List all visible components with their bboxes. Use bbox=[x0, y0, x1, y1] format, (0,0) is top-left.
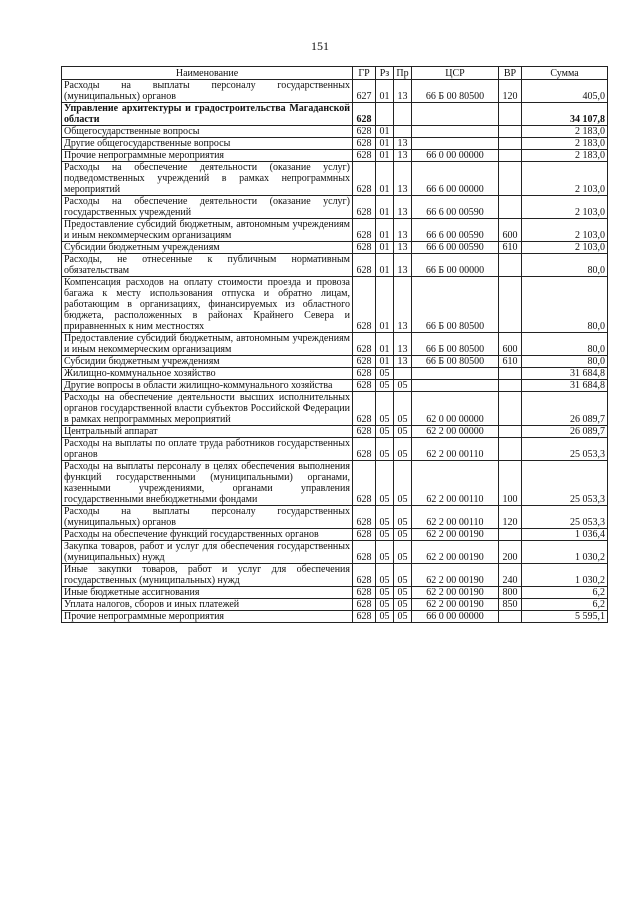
cell-sum: 26 089,7 bbox=[522, 392, 608, 426]
cell-rz: 05 bbox=[376, 392, 394, 426]
cell-name: Жилищно-коммунальное хозяйство bbox=[62, 368, 353, 380]
table-row bbox=[62, 426, 608, 438]
cell-vr bbox=[499, 611, 522, 623]
cell-csr: 62 2 00 00190 bbox=[412, 564, 499, 587]
cell-vr: 240 bbox=[499, 564, 522, 587]
cell-vr bbox=[499, 426, 522, 438]
cell-gr: 628 bbox=[353, 162, 376, 196]
cell-sum: 80,0 bbox=[522, 254, 608, 277]
header-csr: ЦСР bbox=[412, 67, 499, 80]
cell-sum: 2 183,0 bbox=[522, 138, 608, 150]
cell-gr: 628 bbox=[353, 254, 376, 277]
cell-csr: 66 6 00 00590 bbox=[412, 242, 499, 254]
cell-sum: 6,2 bbox=[522, 599, 608, 611]
cell-gr: 628 bbox=[353, 438, 376, 461]
cell-vr: 600 bbox=[499, 219, 522, 242]
cell-gr: 628 bbox=[353, 426, 376, 438]
cell-name: Расходы на выплаты персоналу государственных (муниципальных) органов bbox=[62, 80, 353, 103]
cell-csr: 62 2 00 00190 bbox=[412, 541, 499, 564]
cell-pr: 05 bbox=[394, 541, 412, 564]
cell-gr: 628 bbox=[353, 242, 376, 254]
cell-vr: 200 bbox=[499, 541, 522, 564]
table-row bbox=[62, 461, 608, 506]
cell-vr bbox=[499, 196, 522, 219]
cell-rz: 01 bbox=[376, 219, 394, 242]
cell-vr: 100 bbox=[499, 461, 522, 506]
cell-pr: 05 bbox=[394, 426, 412, 438]
table-row bbox=[62, 254, 608, 277]
cell-name: Расходы на обеспечение деятельности (оказание услуг) подведомственных учреждений в рамках непрограммных мероприятий bbox=[62, 162, 353, 196]
table-row bbox=[62, 392, 608, 426]
cell-csr bbox=[412, 138, 499, 150]
cell-vr bbox=[499, 103, 522, 126]
cell-rz: 05 bbox=[376, 380, 394, 392]
header-gr: ГР bbox=[353, 67, 376, 80]
cell-rz: 01 bbox=[376, 196, 394, 219]
cell-name: Другие общегосударственные вопросы bbox=[62, 138, 353, 150]
cell-csr bbox=[412, 103, 499, 126]
table-body bbox=[62, 80, 608, 623]
cell-name: Иные бюджетные ассигнования bbox=[62, 587, 353, 599]
cell-vr bbox=[499, 162, 522, 196]
cell-rz: 05 bbox=[376, 368, 394, 380]
table-row bbox=[62, 356, 608, 368]
cell-name: Расходы на выплаты персоналу в целях обеспечения выполнения функций государственными (муниципальными) органами, казенными учреждениями, органами управления государственными внебюджетными фондами bbox=[62, 461, 353, 506]
cell-sum: 25 053,3 bbox=[522, 506, 608, 529]
cell-sum: 2 103,0 bbox=[522, 219, 608, 242]
cell-rz: 01 bbox=[376, 277, 394, 333]
cell-vr bbox=[499, 150, 522, 162]
cell-pr: 05 bbox=[394, 529, 412, 541]
cell-name: Компенсация расходов на оплату стоимости проезда и провоза багажа к месту использования отпуска и обратно лицам, работающим в организациях, финансируемых из областного бюджета, расположенных в районах Крайнего Севера и приравненных к ним местностях bbox=[62, 277, 353, 333]
cell-sum: 2 183,0 bbox=[522, 150, 608, 162]
cell-csr: 62 2 00 00110 bbox=[412, 506, 499, 529]
cell-pr: 05 bbox=[394, 461, 412, 506]
cell-name: Субсидии бюджетным учреждениям bbox=[62, 356, 353, 368]
table-row bbox=[62, 103, 608, 126]
cell-csr: 62 2 00 00190 bbox=[412, 587, 499, 599]
cell-sum: 25 053,3 bbox=[522, 461, 608, 506]
cell-csr: 66 Б 00 80500 bbox=[412, 80, 499, 103]
cell-sum: 405,0 bbox=[522, 80, 608, 103]
table-row bbox=[62, 368, 608, 380]
cell-rz: 01 bbox=[376, 254, 394, 277]
cell-gr: 628 bbox=[353, 356, 376, 368]
cell-name: Предоставление субсидий бюджетным, автономным учреждениям и иным некоммерческим организациям bbox=[62, 219, 353, 242]
table-row bbox=[62, 564, 608, 587]
cell-csr: 66 Б 00 80500 bbox=[412, 356, 499, 368]
cell-rz: 05 bbox=[376, 461, 394, 506]
cell-rz: 01 bbox=[376, 126, 394, 138]
cell-csr bbox=[412, 368, 499, 380]
cell-sum: 34 107,8 bbox=[522, 103, 608, 126]
cell-sum: 1 036,4 bbox=[522, 529, 608, 541]
cell-sum: 5 595,1 bbox=[522, 611, 608, 623]
cell-gr: 627 bbox=[353, 80, 376, 103]
cell-pr: 05 bbox=[394, 564, 412, 587]
table-row bbox=[62, 380, 608, 392]
cell-csr: 66 0 00 00000 bbox=[412, 150, 499, 162]
cell-pr: 13 bbox=[394, 356, 412, 368]
cell-vr: 800 bbox=[499, 587, 522, 599]
cell-gr: 628 bbox=[353, 529, 376, 541]
cell-name: Расходы на выплаты по оплате труда работников государственных органов bbox=[62, 438, 353, 461]
table-row bbox=[62, 277, 608, 333]
cell-name: Прочие непрограммные мероприятия bbox=[62, 150, 353, 162]
cell-csr: 62 2 00 00000 bbox=[412, 426, 499, 438]
cell-gr: 628 bbox=[353, 368, 376, 380]
cell-rz: 01 bbox=[376, 242, 394, 254]
cell-pr: 13 bbox=[394, 277, 412, 333]
cell-pr: 05 bbox=[394, 599, 412, 611]
table-row bbox=[62, 80, 608, 103]
table-row bbox=[62, 333, 608, 356]
header-rz: Рз bbox=[376, 67, 394, 80]
page-number: 151 bbox=[311, 39, 329, 53]
cell-name: Расходы на обеспечение функций государственных органов bbox=[62, 529, 353, 541]
cell-pr: 13 bbox=[394, 254, 412, 277]
cell-name: Расходы, не отнесенные к публичным нормативным обязательствам bbox=[62, 254, 353, 277]
cell-rz: 05 bbox=[376, 599, 394, 611]
cell-name: Другие вопросы в области жилищно-коммунального хозяйства bbox=[62, 380, 353, 392]
cell-sum: 25 053,3 bbox=[522, 438, 608, 461]
cell-sum: 80,0 bbox=[522, 356, 608, 368]
cell-name: Управление архитектуры и градостроительства Магаданской области bbox=[62, 103, 353, 126]
cell-csr: 66 0 00 00000 bbox=[412, 611, 499, 623]
table-header-row bbox=[62, 67, 608, 80]
cell-rz: 05 bbox=[376, 587, 394, 599]
cell-name: Закупка товаров, работ и услуг для обеспечения государственных (муниципальных) нужд bbox=[62, 541, 353, 564]
cell-vr bbox=[499, 380, 522, 392]
cell-csr: 62 2 00 00190 bbox=[412, 599, 499, 611]
table-row bbox=[62, 219, 608, 242]
cell-name: Общегосударственные вопросы bbox=[62, 126, 353, 138]
table-row bbox=[62, 611, 608, 623]
table-row bbox=[62, 162, 608, 196]
table-row bbox=[62, 138, 608, 150]
cell-vr: 610 bbox=[499, 356, 522, 368]
cell-pr: 13 bbox=[394, 196, 412, 219]
cell-sum: 31 684,8 bbox=[522, 368, 608, 380]
cell-sum: 2 103,0 bbox=[522, 162, 608, 196]
cell-csr: 66 6 00 00000 bbox=[412, 162, 499, 196]
cell-gr: 628 bbox=[353, 541, 376, 564]
cell-gr: 628 bbox=[353, 380, 376, 392]
header-name: Наименование bbox=[62, 67, 353, 80]
table-row bbox=[62, 599, 608, 611]
cell-rz: 01 bbox=[376, 80, 394, 103]
cell-rz: 01 bbox=[376, 150, 394, 162]
cell-vr: 600 bbox=[499, 333, 522, 356]
table-row bbox=[62, 196, 608, 219]
cell-gr: 628 bbox=[353, 587, 376, 599]
cell-sum: 80,0 bbox=[522, 333, 608, 356]
header-sum: Сумма bbox=[522, 67, 608, 80]
cell-pr bbox=[394, 126, 412, 138]
table-row bbox=[62, 529, 608, 541]
cell-csr: 62 2 00 00110 bbox=[412, 461, 499, 506]
budget-table bbox=[61, 66, 608, 623]
cell-sum: 2 103,0 bbox=[522, 242, 608, 254]
cell-csr: 66 6 00 00590 bbox=[412, 196, 499, 219]
cell-gr: 628 bbox=[353, 564, 376, 587]
cell-name: Предоставление субсидий бюджетным, автономным учреждениям и иным некоммерческим организациям bbox=[62, 333, 353, 356]
cell-rz: 01 bbox=[376, 333, 394, 356]
cell-gr: 628 bbox=[353, 599, 376, 611]
cell-gr: 628 bbox=[353, 333, 376, 356]
cell-gr: 628 bbox=[353, 277, 376, 333]
cell-name: Расходы на выплаты персоналу государственных (муниципальных) органов bbox=[62, 506, 353, 529]
cell-vr: 610 bbox=[499, 242, 522, 254]
cell-vr bbox=[499, 126, 522, 138]
cell-name: Расходы на обеспечение деятельности (оказание услуг) государственных учреждений bbox=[62, 196, 353, 219]
cell-gr: 628 bbox=[353, 103, 376, 126]
cell-csr: 66 6 00 00590 bbox=[412, 219, 499, 242]
cell-sum: 1 030,2 bbox=[522, 541, 608, 564]
cell-gr: 628 bbox=[353, 392, 376, 426]
table-row bbox=[62, 150, 608, 162]
cell-name: Расходы на обеспечение деятельности высших исполнительных органов государственной власти субъектов Российской Федерации в рамках непрограммных мероприятий bbox=[62, 392, 353, 426]
cell-csr bbox=[412, 126, 499, 138]
table-row bbox=[62, 126, 608, 138]
cell-vr bbox=[499, 254, 522, 277]
cell-sum: 1 030,2 bbox=[522, 564, 608, 587]
cell-sum: 26 089,7 bbox=[522, 426, 608, 438]
cell-rz: 05 bbox=[376, 541, 394, 564]
cell-pr: 13 bbox=[394, 138, 412, 150]
cell-pr bbox=[394, 368, 412, 380]
cell-vr: 120 bbox=[499, 80, 522, 103]
cell-name: Центральный аппарат bbox=[62, 426, 353, 438]
cell-pr: 13 bbox=[394, 150, 412, 162]
table-row bbox=[62, 506, 608, 529]
cell-name: Прочие непрограммные мероприятия bbox=[62, 611, 353, 623]
cell-csr: 62 2 00 00190 bbox=[412, 529, 499, 541]
cell-gr: 628 bbox=[353, 126, 376, 138]
cell-pr: 05 bbox=[394, 611, 412, 623]
cell-pr: 13 bbox=[394, 219, 412, 242]
cell-gr: 628 bbox=[353, 219, 376, 242]
table-row bbox=[62, 438, 608, 461]
cell-vr: 120 bbox=[499, 506, 522, 529]
cell-sum: 31 684,8 bbox=[522, 380, 608, 392]
cell-gr: 628 bbox=[353, 196, 376, 219]
cell-csr: 66 Б 00 00000 bbox=[412, 254, 499, 277]
cell-csr: 66 Б 00 80500 bbox=[412, 277, 499, 333]
cell-gr: 628 bbox=[353, 461, 376, 506]
cell-gr: 628 bbox=[353, 611, 376, 623]
cell-rz: 05 bbox=[376, 564, 394, 587]
cell-vr bbox=[499, 438, 522, 461]
cell-vr bbox=[499, 368, 522, 380]
cell-gr: 628 bbox=[353, 150, 376, 162]
cell-gr: 628 bbox=[353, 138, 376, 150]
cell-vr bbox=[499, 392, 522, 426]
cell-pr: 05 bbox=[394, 392, 412, 426]
cell-csr: 62 2 00 00110 bbox=[412, 438, 499, 461]
cell-rz: 05 bbox=[376, 426, 394, 438]
header-pr: Пр bbox=[394, 67, 412, 80]
cell-sum: 2 103,0 bbox=[522, 196, 608, 219]
cell-rz: 01 bbox=[376, 356, 394, 368]
cell-csr bbox=[412, 380, 499, 392]
cell-gr: 628 bbox=[353, 506, 376, 529]
cell-pr: 05 bbox=[394, 506, 412, 529]
cell-name: Уплата налогов, сборов и иных платежей bbox=[62, 599, 353, 611]
table-row bbox=[62, 541, 608, 564]
cell-rz: 05 bbox=[376, 529, 394, 541]
cell-pr: 13 bbox=[394, 242, 412, 254]
cell-vr: 850 bbox=[499, 599, 522, 611]
cell-rz: 05 bbox=[376, 506, 394, 529]
cell-rz: 05 bbox=[376, 438, 394, 461]
cell-sum: 80,0 bbox=[522, 277, 608, 333]
cell-pr: 13 bbox=[394, 333, 412, 356]
cell-rz: 01 bbox=[376, 138, 394, 150]
cell-vr bbox=[499, 138, 522, 150]
cell-name: Субсидии бюджетным учреждениям bbox=[62, 242, 353, 254]
table-row bbox=[62, 587, 608, 599]
cell-csr: 62 0 00 00000 bbox=[412, 392, 499, 426]
cell-sum: 6,2 bbox=[522, 587, 608, 599]
table-row bbox=[62, 242, 608, 254]
cell-rz bbox=[376, 103, 394, 126]
cell-pr bbox=[394, 103, 412, 126]
cell-pr: 13 bbox=[394, 162, 412, 196]
cell-pr: 13 bbox=[394, 80, 412, 103]
cell-pr: 05 bbox=[394, 438, 412, 461]
cell-sum: 2 183,0 bbox=[522, 126, 608, 138]
cell-pr: 05 bbox=[394, 587, 412, 599]
cell-csr: 66 Б 00 80500 bbox=[412, 333, 499, 356]
cell-pr: 05 bbox=[394, 380, 412, 392]
cell-name: Иные закупки товаров, работ и услуг для обеспечения государственных (муниципальных) нужд bbox=[62, 564, 353, 587]
cell-vr bbox=[499, 277, 522, 333]
cell-rz: 05 bbox=[376, 611, 394, 623]
header-vr: ВР bbox=[499, 67, 522, 80]
cell-vr bbox=[499, 529, 522, 541]
cell-rz: 01 bbox=[376, 162, 394, 196]
